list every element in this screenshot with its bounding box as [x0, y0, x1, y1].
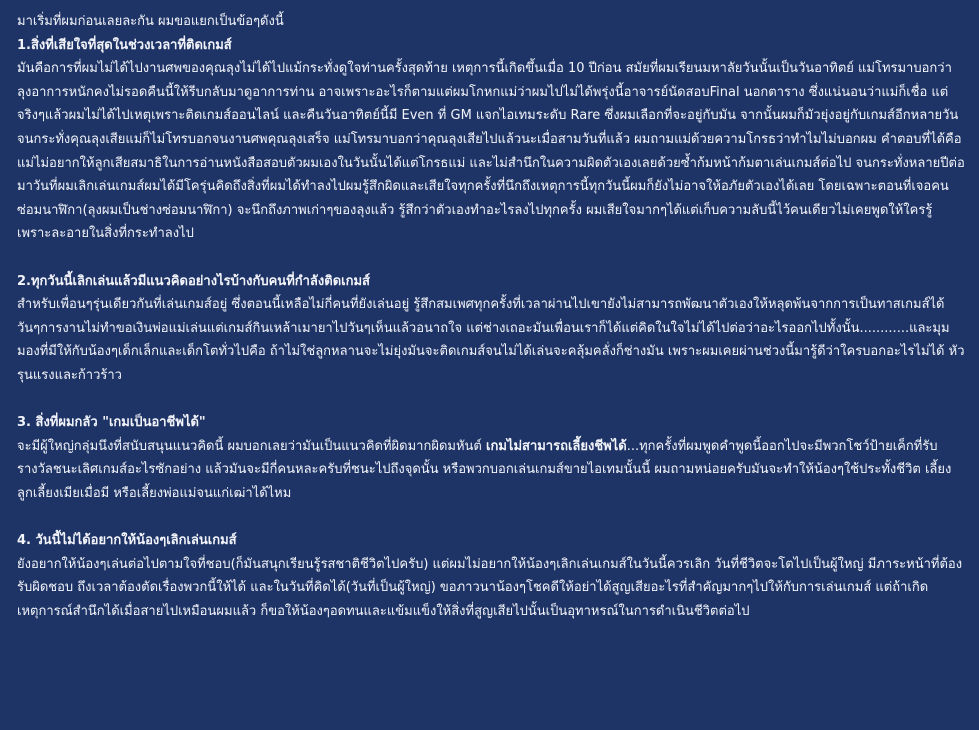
paragraph-text-after: ...ทุกครั้งที่ผมพูดคำพูดนี้ออกไปจะมีพวกโชว์ป้ายเค็กที่รับรางวัลชนะเลิศเกมส์อะไรซักอย่าง แล้วมันจะมีกี่คนหละครับที่ชนะไปถึงจุดนั้น หรือพวกบอกเล่นเกมส์ขายไอเทมนั้นนี้ ผมถามหน่อยครับมันจะทำให้น้องๆใช้ประทั้งชีวิต เลี้ยงลูกเลี้ยงเมียเมื่อมี หรือเลี้ยงพ่อแม่จนแก่เฒ่าได้ไหม [17, 438, 952, 501]
section-2 [17, 270, 965, 388]
section-paragraph: มันคือการที่ผมไม่ได้ไปงานศพของคุณลุงไม่ได้ไปแม้กระทั่งดูใจท่านครั้งสุดท้าย เหตุการนี้เกิดขึ้นเมื่อ 10 ปีก่อน สมัยที่ผมเรียนมหาลัยวันนั้นเป็นวันอาทิตย์ แม่โทรมาบอกว่าลุงอาการหนักคงไม่รอดคืนนี้ให้รีบกลับมาดูอาการท่าน อาจเพราะอะไรก็ตามแต่ผมโกหกแม่ว่าผมไปไม่ได้พรุ่งนี้อาจารย์นัดสอบFinal นอกตาราง ซึ่งแน่นอนว่าแม่ก็เชื่อ แต่จริงๆแล้วผมไม่ได้ไปเหตุเพราะติดเกมส์ออนไลน์ และคืนวันอาทิตย์นี้มี Even ที่ GM แจกไอเทมระดับ Rare ซึ่งผมเลือกที่จะอยู่กับมัน จากนั้นผมก็มัวยุ่งอยู่กับเกมส์อีกหลายวัน จนกระทั่งคุณลุงเสียแม่ก็ไม่โทรบอกจนงานศพคุณลุงเสร็จ แม่โทรมาบอกว่าคุณลุงเสียไปแล้วนะเมื่อสามวันที่แล้ว ผมถามแม่ด้วยความโกรธว่าทำไมไม่บอกผม คำตอบที่ได้คือ แม่ไม่อยากให้ลูกเสียสมาธิในการอ่านหนังสือสอบตัวผมเองในวันนั้นได้แต่โกรธแม่ และไม่สำนึกในความผิดตัวเองเลยด้วยซ้ำก้มหน้าก้มตาเล่นเกมส์ต่อไป จนกระทั่งหลายปีต่อมาวันที่ผมเลิกเล่นเกมส์ผมได้มีโครุ่นคิดถึงสิ่งที่ผมได้ทำลงไปผมรู้สึกผิดและเสียใจทุกครั้งที่นึกถึงเหตุการนี้ทุกวันนี้ผมก็ยังไม่อาจให้อภัยตัวเองได้เลย โดยเฉพาะตอนที่เจอคนซ่อมนาฬิกา(ลุงผมเป็นช่างซ่อมนาฬิกา) จะนึกถึงภาพเก่าๆของลุงแล้ว รู้สึกว่าตัวเองทำอะไรลงไปทุกครั้ง ผมเสียใจมากๆได้แต่เก็บความลับนี้ไว้คนเดียวไม่เคยพูดให้ใครรู้เพราะละอายในสิ่งที่กระทำลงไป [17, 61, 965, 242]
section-paragraph: ยังอยากให้น้องๆเล่นต่อไปตามใจที่ชอบ(ก็มันสนุกเรียนรู้รสชาติชีวิตไปครับ) แต่ผมไม่อยากให้น้องๆเลิกเล่นเกมส์ในวันนี้ควรเลิก วันที่ชีวิตจะโตไปเป็นผู้ใหญ่ มีภาระหน้าที่ต้องรับผิดชอบ ถึงเวลาต้องตัดเรื่องพวกนี้ให้ได้ และในวันที่คิดได้(วันที่เป็นผู้ใหญ่) ขอภาวนาน้องๆโชคดีให้อย่าได้สูญเสียอะไรที่สำคัญมากๆไปให้กับการเล่นเกมส์ แต่ถ้าเกิดเหตุการณ์สำนึกได้เมื่อสายไปเหมือนผมแล้ว ก็ขอให้น้องๆอดทนและแข้มแข็งให้สิ่งที่สูญเสียไปนั้นเป็นอุทาหรณ์ในการดำเนินชีวิตต่อไป [17, 556, 963, 619]
section-4 [17, 529, 965, 623]
section-heading: 1.สิ่งที่เสียใจที่สุดในช่วงเวลาที่ติดเกมส์ [17, 37, 232, 53]
section-heading: 3. สิ่งที่ผมกลัว "เกมเป็นอาชีพได้" [17, 415, 206, 431]
section-3 [17, 411, 965, 505]
section-paragraph [17, 435, 965, 506]
emphasis-text: เกมไม่สามารถเลี้ยงชีพได้ [486, 438, 627, 454]
intro-text: มาเริ่มที่ผมก่อนเลยละกัน ผมขอแยกเป็นข้อๆดังนี้ [17, 14, 284, 29]
section-paragraph: สำหรับเพื่อนๆรุ่นเดียวกันที่เล่นเกมส์อยู่ ซึ่งตอนนี้เหลือไม่กี่คนที่ยังเล่นอยู่ รู้สึกสมเพศทุกครั้งที่เวลาผ่านไปเขายังไม่สามารถพัฒนาตัวเองให้หลุดพ้นจากการเป็นทาสเกมส์ได้ วันๆการงานไม่ทำขอเงินพ่อแม่เล่นแต่เกมส์กินเหล้าเมายาไปวันๆเห็นแล้วอนาถใจ แต่ช่างเถอะมันเพื่อนเราก็ได้แต่คิดในใจไม่ได้ไปต่อว่าอะไรออกไปทั้งนั้น............และมุมมองที่มีให้กับน้องๆเด็กเล็กและเด็กโตทั่วไปคือ ถ้าไม่ใช่ลูกหลานจะไม่ยุ่งมันจะติดเกมส์จนไม่ได้เล่นจะคลุ้มคลั่งก็ช่างมัน เพราะผมเคยผ่านช่วงนี้มารู้ดีว่าใครบอกอะไรไม่ได้ หัวรุนแรงและก้าวร้าว [17, 297, 965, 383]
paragraph-text-before: จะมีผู้ใหญ่กลุ่มนึงที่สนับสนุนแนวคิดนี้ ผมบอกเลยว่ามันเป็นแนวคิดที่ผิดมากผิดมหันต์ [17, 438, 487, 454]
section-heading: 2.ทุกวันนี้เลิกเล่นแล้วมีแนวคิดอย่างไรบ้างกับคนที่กำลังติดเกมส์ [17, 273, 370, 289]
section-heading: 4. วันนี้ไม่ได้อยากให้น้องๆเลิกเล่นเกมส์ [17, 533, 237, 549]
section-1 [17, 34, 965, 246]
